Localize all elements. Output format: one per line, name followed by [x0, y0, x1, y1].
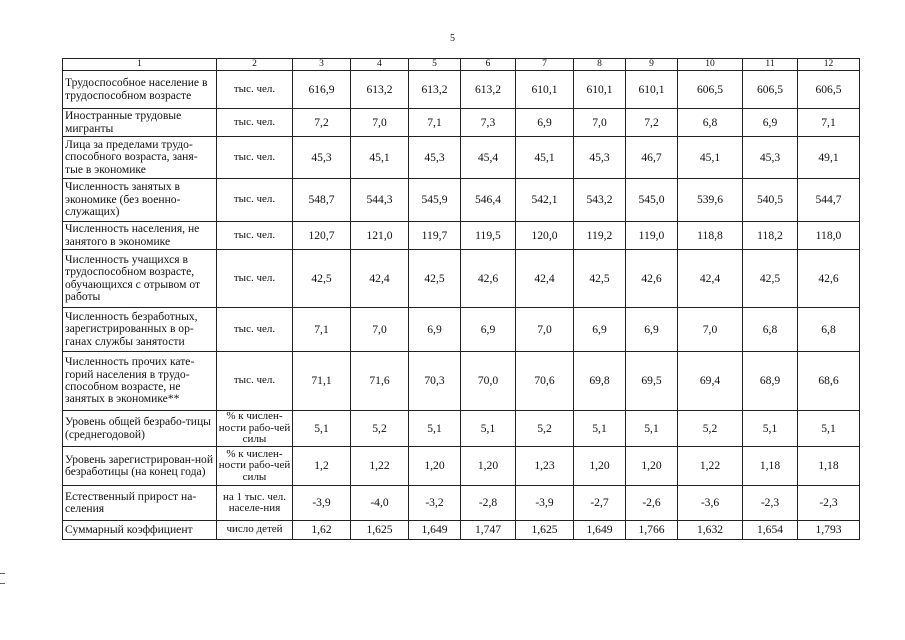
- value-cell: 5,1: [461, 411, 516, 447]
- row-unit: % к числен-ности рабо-чей силы: [217, 447, 293, 486]
- value-cell: -2,8: [461, 486, 516, 521]
- value-cell: 1,625: [351, 521, 409, 540]
- value-cell: 119,0: [626, 222, 678, 250]
- value-cell: 546,4: [461, 179, 516, 222]
- table-row: [63, 137, 860, 179]
- table-header: [63, 59, 860, 71]
- value-cell: 71,6: [351, 352, 409, 411]
- value-cell: 6,9: [626, 308, 678, 352]
- value-cell: 7,0: [574, 109, 626, 137]
- value-cell: -2,3: [798, 486, 860, 521]
- value-cell: 45,1: [351, 137, 409, 179]
- column-header: 9: [626, 59, 678, 71]
- value-cell: 42,4: [678, 250, 743, 308]
- table-row: [63, 486, 860, 521]
- value-cell: 1,2: [293, 447, 351, 486]
- value-cell: 1,22: [678, 447, 743, 486]
- value-cell: 45,3: [743, 137, 798, 179]
- margin-mark: [0, 583, 5, 584]
- column-header: 2: [217, 59, 293, 71]
- value-cell: 6,8: [798, 308, 860, 352]
- value-cell: 5,1: [574, 411, 626, 447]
- row-label: Суммарный коэффициент: [63, 521, 217, 540]
- value-cell: 5,1: [743, 411, 798, 447]
- value-cell: 616,9: [293, 71, 351, 109]
- row-unit: % к числен-ности рабо-чей силы: [217, 411, 293, 447]
- row-unit: тыс. чел.: [217, 352, 293, 411]
- value-cell: 613,2: [351, 71, 409, 109]
- value-cell: 1,18: [798, 447, 860, 486]
- value-cell: 7,3: [461, 109, 516, 137]
- value-cell: 1,18: [743, 447, 798, 486]
- column-header: 11: [743, 59, 798, 71]
- value-cell: 119,2: [574, 222, 626, 250]
- row-label: Иностранные трудовые мигранты: [63, 109, 217, 137]
- value-cell: 1,649: [409, 521, 461, 540]
- value-cell: 548,7: [293, 179, 351, 222]
- row-unit: на 1 тыс. чел. населе-ния: [217, 486, 293, 521]
- value-cell: 5,2: [351, 411, 409, 447]
- row-unit: тыс. чел.: [217, 137, 293, 179]
- value-cell: 7,0: [678, 308, 743, 352]
- value-cell: 542,1: [516, 179, 574, 222]
- value-cell: 42,6: [626, 250, 678, 308]
- value-cell: 1,654: [743, 521, 798, 540]
- value-cell: 68,6: [798, 352, 860, 411]
- row-label: Естественный прирост на-селения: [63, 486, 217, 521]
- column-header: 12: [798, 59, 860, 71]
- value-cell: 1,632: [678, 521, 743, 540]
- value-cell: 42,6: [798, 250, 860, 308]
- table-row: [63, 250, 860, 308]
- value-cell: 545,9: [409, 179, 461, 222]
- table-row: [63, 308, 860, 352]
- value-cell: 610,1: [516, 71, 574, 109]
- value-cell: 5,2: [678, 411, 743, 447]
- value-cell: 42,4: [516, 250, 574, 308]
- row-unit: тыс. чел.: [217, 179, 293, 222]
- value-cell: 606,5: [743, 71, 798, 109]
- table-body: [63, 71, 860, 540]
- value-cell: 46,7: [626, 137, 678, 179]
- row-unit: тыс. чел.: [217, 71, 293, 109]
- value-cell: 45,1: [678, 137, 743, 179]
- value-cell: -4,0: [351, 486, 409, 521]
- value-cell: 539,6: [678, 179, 743, 222]
- value-cell: 45,3: [293, 137, 351, 179]
- value-cell: 5,2: [516, 411, 574, 447]
- value-cell: 1,20: [626, 447, 678, 486]
- table-row: [63, 109, 860, 137]
- value-cell: -2,3: [743, 486, 798, 521]
- table-row: [63, 521, 860, 540]
- table-row: [63, 411, 860, 447]
- value-cell: 118,0: [798, 222, 860, 250]
- indicators-table-container: [62, 58, 859, 540]
- value-cell: 6,9: [574, 308, 626, 352]
- value-cell: 70,0: [461, 352, 516, 411]
- value-cell: 118,8: [678, 222, 743, 250]
- column-header: 8: [574, 59, 626, 71]
- row-label: Численность учащихся в трудоспособном возрасте, обучающихся с отрывом от работы: [63, 250, 217, 308]
- value-cell: 7,1: [798, 109, 860, 137]
- value-cell: 1,793: [798, 521, 860, 540]
- value-cell: 71,1: [293, 352, 351, 411]
- value-cell: 7,1: [409, 109, 461, 137]
- value-cell: 7,0: [351, 308, 409, 352]
- value-cell: 69,8: [574, 352, 626, 411]
- value-cell: 45,3: [409, 137, 461, 179]
- row-label: Уровень общей безрабо-тицы (среднегодовой): [63, 411, 217, 447]
- value-cell: 1,22: [351, 447, 409, 486]
- column-header: 1: [63, 59, 217, 71]
- value-cell: 42,5: [409, 250, 461, 308]
- value-cell: -3,2: [409, 486, 461, 521]
- row-label: Численность населения, не занятого в экономике: [63, 222, 217, 250]
- value-cell: 121,0: [351, 222, 409, 250]
- column-header: 7: [516, 59, 574, 71]
- row-label: Численность безработных, зарегистрированных в ор-ганах службы занятости: [63, 308, 217, 352]
- value-cell: 6,9: [461, 308, 516, 352]
- value-cell: 119,7: [409, 222, 461, 250]
- value-cell: 6,9: [516, 109, 574, 137]
- table-row: [63, 222, 860, 250]
- table-row: [63, 71, 860, 109]
- column-header: 6: [461, 59, 516, 71]
- value-cell: -3,9: [516, 486, 574, 521]
- value-cell: 5,1: [626, 411, 678, 447]
- value-cell: -3,6: [678, 486, 743, 521]
- row-unit: тыс. чел.: [217, 109, 293, 137]
- value-cell: -2,7: [574, 486, 626, 521]
- value-cell: 120,7: [293, 222, 351, 250]
- value-cell: 69,4: [678, 352, 743, 411]
- column-header: 5: [409, 59, 461, 71]
- value-cell: 610,1: [626, 71, 678, 109]
- row-unit: тыс. чел.: [217, 308, 293, 352]
- header-row: [63, 59, 860, 71]
- row-label: Трудоспособное население в трудоспособном возрасте: [63, 71, 217, 109]
- row-label: Уровень зарегистрирован-ной безработицы (на конец года): [63, 447, 217, 486]
- value-cell: 6,8: [678, 109, 743, 137]
- table-row: [63, 352, 860, 411]
- value-cell: 5,1: [293, 411, 351, 447]
- value-cell: 45,4: [461, 137, 516, 179]
- value-cell: 42,4: [351, 250, 409, 308]
- value-cell: 1,20: [461, 447, 516, 486]
- value-cell: 6,9: [743, 109, 798, 137]
- row-unit: тыс. чел.: [217, 222, 293, 250]
- value-cell: 1,23: [516, 447, 574, 486]
- value-cell: 69,5: [626, 352, 678, 411]
- value-cell: 540,5: [743, 179, 798, 222]
- value-cell: 1,62: [293, 521, 351, 540]
- value-cell: -3,9: [293, 486, 351, 521]
- table-row: [63, 179, 860, 222]
- value-cell: 45,1: [516, 137, 574, 179]
- value-cell: 613,2: [461, 71, 516, 109]
- column-header: 10: [678, 59, 743, 71]
- row-label: Численность прочих кате-горий населения в трудо-способном возрасте, не занятых в экономике**: [63, 352, 217, 411]
- value-cell: 7,1: [293, 308, 351, 352]
- indicators-table: [62, 58, 860, 540]
- value-cell: 5,1: [798, 411, 860, 447]
- value-cell: 610,1: [574, 71, 626, 109]
- column-header: 4: [351, 59, 409, 71]
- value-cell: 7,2: [293, 109, 351, 137]
- row-unit: тыс. чел.: [217, 250, 293, 308]
- value-cell: 1,649: [574, 521, 626, 540]
- value-cell: 68,9: [743, 352, 798, 411]
- value-cell: 7,2: [626, 109, 678, 137]
- row-label: Лица за пределами трудо-способного возраста, заня-тые в экономике: [63, 137, 217, 179]
- value-cell: 45,3: [574, 137, 626, 179]
- page-number: 5: [450, 33, 455, 44]
- row-label: Численность занятых в экономике (без военно-служащих): [63, 179, 217, 222]
- value-cell: 1,747: [461, 521, 516, 540]
- value-cell: 544,3: [351, 179, 409, 222]
- column-header: 3: [293, 59, 351, 71]
- value-cell: -2,6: [626, 486, 678, 521]
- value-cell: 7,0: [516, 308, 574, 352]
- value-cell: 543,2: [574, 179, 626, 222]
- value-cell: 613,2: [409, 71, 461, 109]
- value-cell: 42,5: [574, 250, 626, 308]
- value-cell: 1,20: [574, 447, 626, 486]
- value-cell: 42,5: [743, 250, 798, 308]
- value-cell: 70,3: [409, 352, 461, 411]
- value-cell: 120,0: [516, 222, 574, 250]
- value-cell: 70,6: [516, 352, 574, 411]
- value-cell: 42,5: [293, 250, 351, 308]
- value-cell: 1,20: [409, 447, 461, 486]
- value-cell: 49,1: [798, 137, 860, 179]
- table-row: [63, 447, 860, 486]
- value-cell: 606,5: [678, 71, 743, 109]
- value-cell: 42,6: [461, 250, 516, 308]
- margin-mark: [0, 573, 5, 574]
- value-cell: 544,7: [798, 179, 860, 222]
- value-cell: 6,8: [743, 308, 798, 352]
- value-cell: 7,0: [351, 109, 409, 137]
- value-cell: 606,5: [798, 71, 860, 109]
- value-cell: 6,9: [409, 308, 461, 352]
- row-unit: число детей: [217, 521, 293, 540]
- value-cell: 1,766: [626, 521, 678, 540]
- value-cell: 1,625: [516, 521, 574, 540]
- value-cell: 5,1: [409, 411, 461, 447]
- value-cell: 545,0: [626, 179, 678, 222]
- value-cell: 118,2: [743, 222, 798, 250]
- value-cell: 119,5: [461, 222, 516, 250]
